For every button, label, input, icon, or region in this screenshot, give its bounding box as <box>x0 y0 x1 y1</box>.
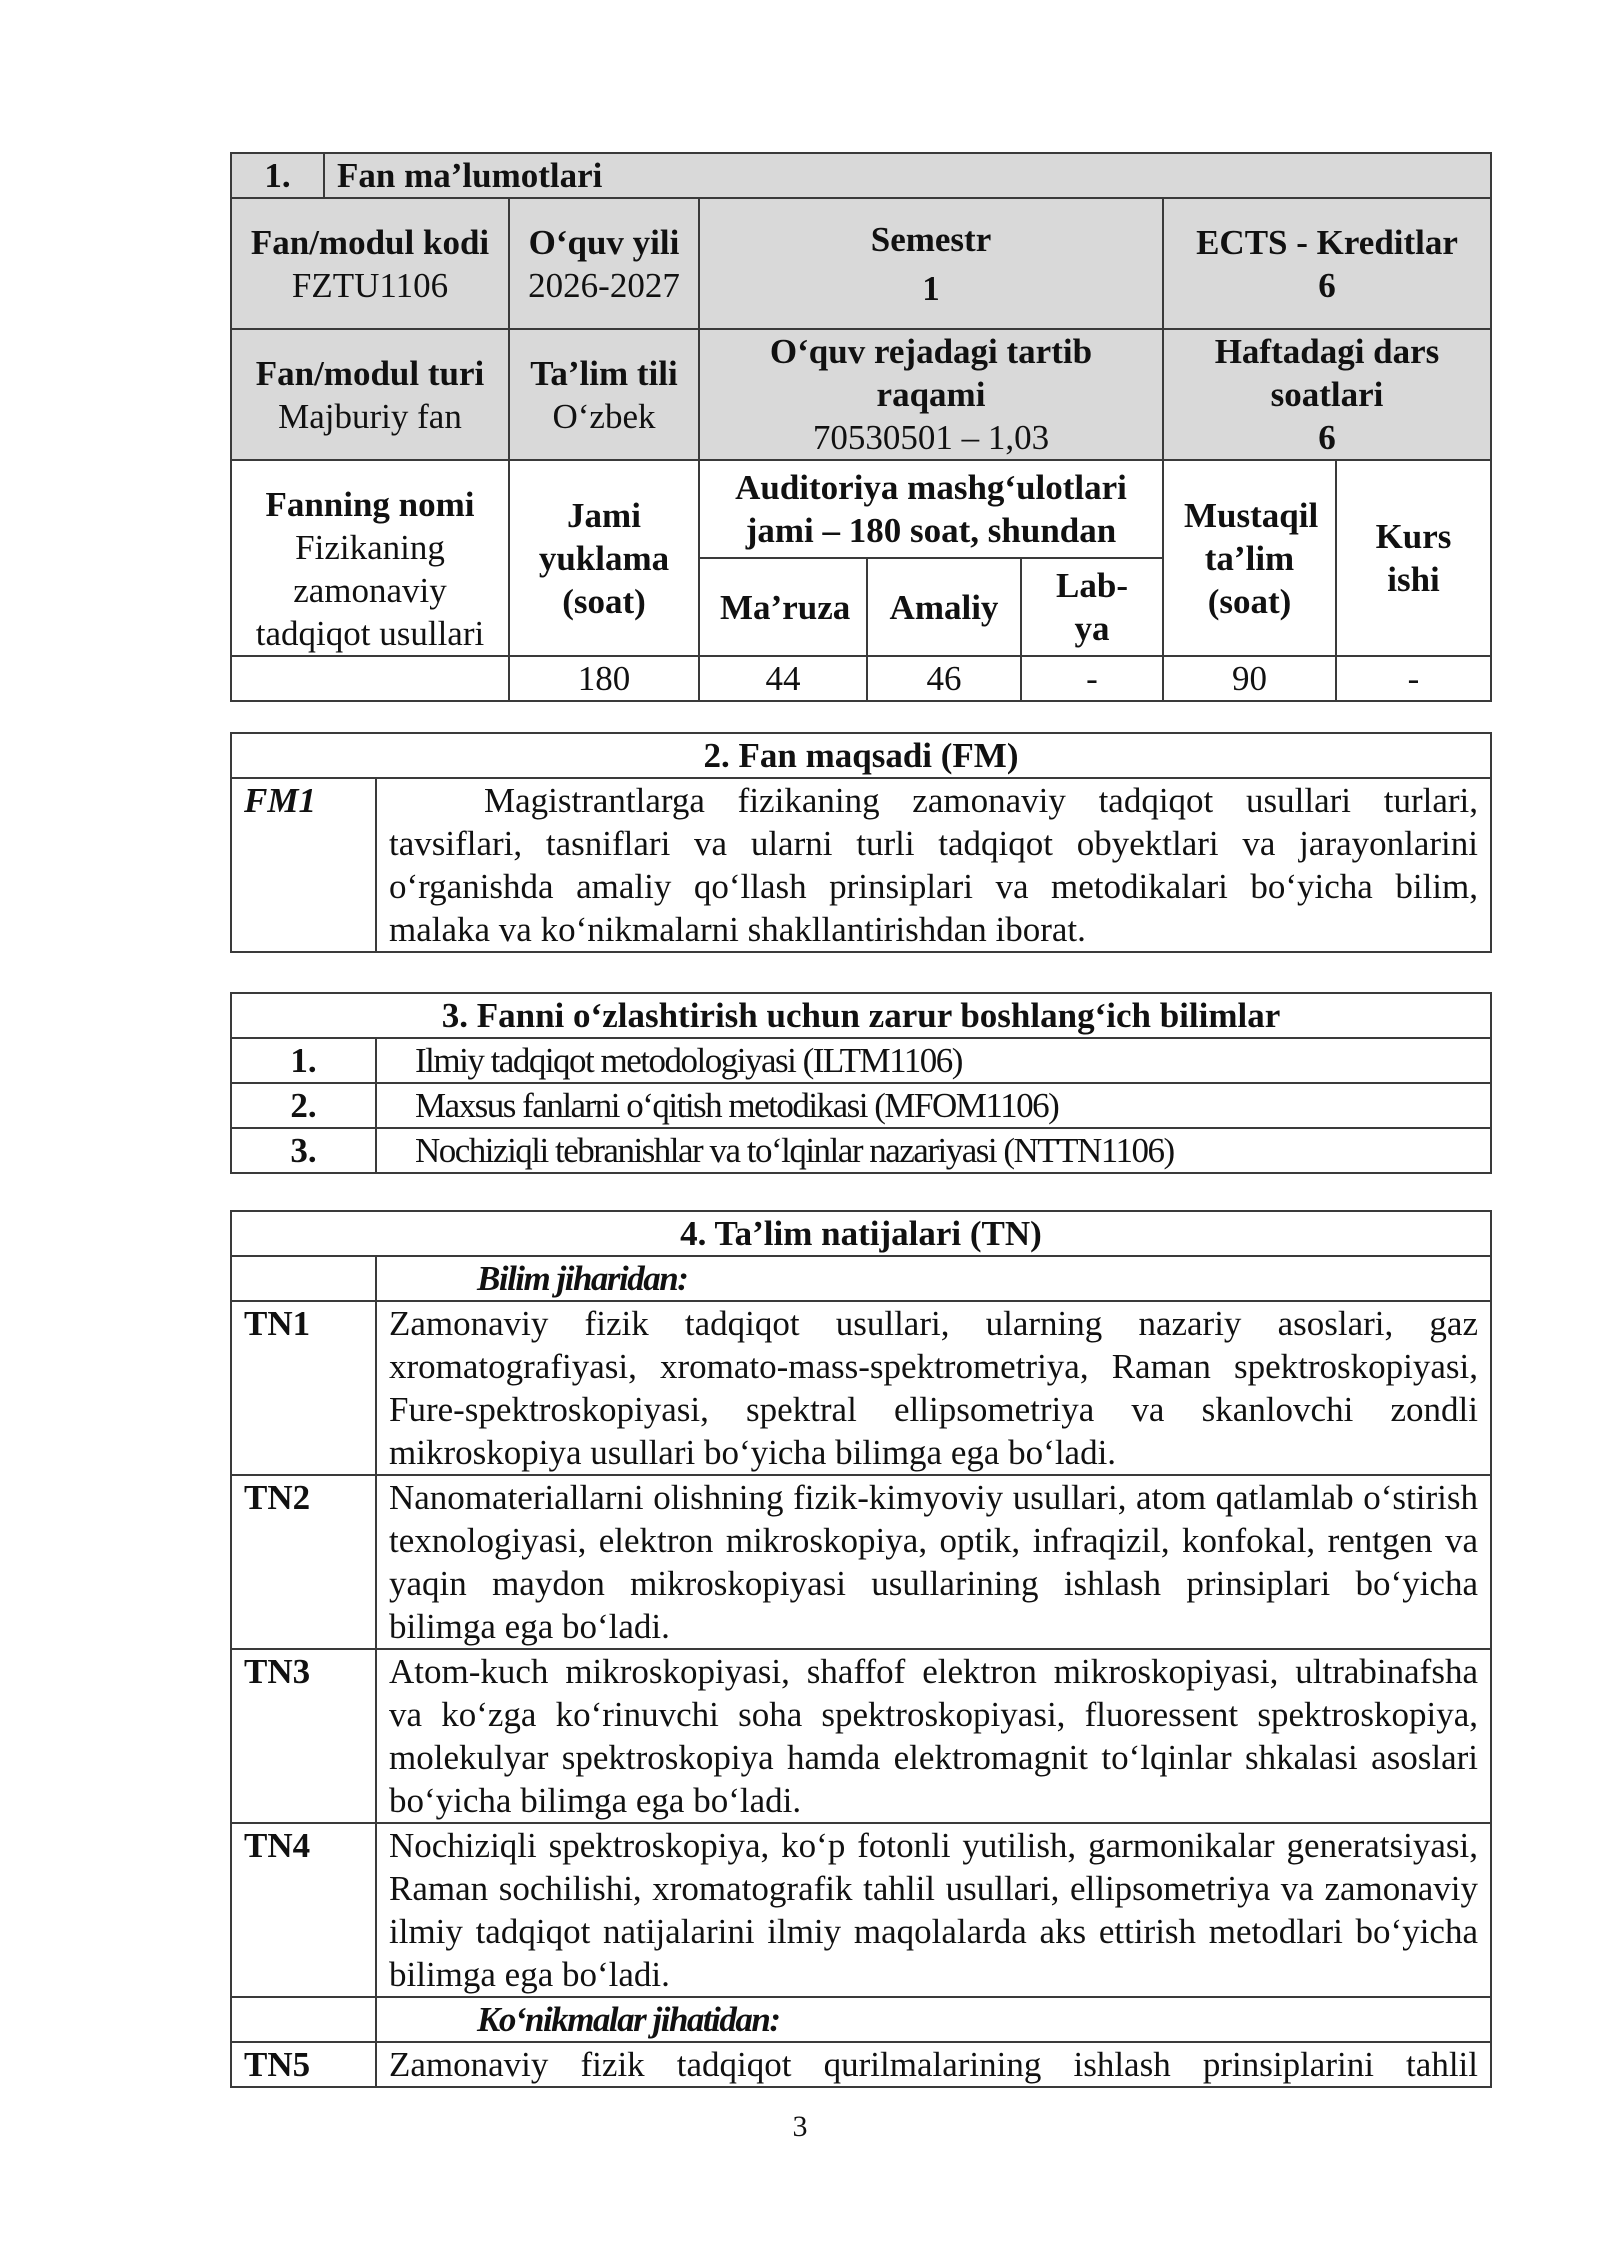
knowledge-subheading: Bilim jiharidan: <box>376 1256 1491 1301</box>
total-load-label: Jami yuklama (soat) <box>509 460 699 656</box>
module-code-label: Fan/modul kodi <box>250 222 490 262</box>
goal-text: Magistrantlarga fizikaning zamonaviy tadqiqot usullari turlari, tavsiflari, tasniflari va ularni turli tadqiqot obyektlari va jarayonlarini o‘rganishda amaliy qo‘llash prinsiplari va metodikalari bo‘yicha bilim, malaka va ko‘nikmalarni shakllantirishdan iborat. <box>376 778 1491 952</box>
lecture-value: 44 <box>699 656 867 701</box>
semester-value: 1 <box>922 268 940 308</box>
academic-year-label: O‘quv yili <box>528 222 680 262</box>
outcome-text: Nochiziqli spektroskopiya, ko‘p fotonli yutilish, garmonikalar generatsiyasi, Raman sochilishi, xromatografik tahlil usullari, ellipsometriya va zamonaviy ilmiy tadqiqot natijalarini ilmiy maqolalarda aks ettirish metodlari bo‘yicha bilimga ega bo‘ladi. <box>376 1823 1491 1997</box>
course-work-label: Kurs ishi <box>1336 460 1491 656</box>
language-value: O‘zbek <box>552 396 656 436</box>
prereq-text: Nochiziqli tebranishlar va to‘lqinlar nazariyasi (NTTN1106) <box>376 1128 1491 1173</box>
section3-title: 3. Fanni o‘zlashtirish uchun zarur boshlang‘ich bilimlar <box>231 993 1491 1038</box>
outcome-text: Zamonaviy fizik tadqiqot usullari, ularning nazariy asoslari, gaz xromatografiyasi, xromato-mass-spektrometriya, Raman spektroskopiyasi, Fure-spektroskopiyasi, spektral ellipsometriya va skanlovchi zondli mikroskopiya usullari bo‘yicha bilimga ega bo‘ladi. <box>376 1301 1491 1475</box>
independent-study-label: Mustaqil ta’lim (soat) <box>1163 460 1336 656</box>
semester-cell <box>699 198 1163 329</box>
module-type-label: Fan/modul turi <box>255 353 485 393</box>
prereq-number: 3. <box>231 1128 376 1173</box>
outcome-code: TN4 <box>231 1823 376 1997</box>
course-work-value: - <box>1336 656 1491 701</box>
language-label: Ta’lim tili <box>530 353 678 393</box>
prereq-text: Ilmiy tadqiqot metodologiyasi (ILTM1106) <box>376 1038 1491 1083</box>
weekly-hours-label: Haftadagi dars soatlari <box>1214 332 1440 414</box>
module-code-cell <box>231 198 509 329</box>
weekly-hours-cell <box>1163 329 1491 460</box>
outcome-code: TN5 <box>231 2042 376 2087</box>
outcome-code: TN3 <box>231 1649 376 1823</box>
course-goal-table <box>230 732 1492 953</box>
empty-cell <box>231 1256 376 1301</box>
course-name-value: Fizikaning zamonaviy tadqiqot usullari <box>255 528 485 653</box>
outcome-code: TN1 <box>231 1301 376 1475</box>
course-name-label: Fanning nomi <box>265 485 475 524</box>
section4-title: 4. Ta’lim natijalari (TN) <box>231 1211 1491 1256</box>
lecture-label: Ma’ruza <box>699 558 867 656</box>
plan-number-cell <box>699 329 1163 460</box>
lab-label: Lab-ya <box>1021 558 1163 656</box>
skills-subheading: Ko‘nikmalar jihatidan: <box>376 1997 1491 2042</box>
academic-year-cell <box>509 198 699 329</box>
course-name-filler <box>231 656 509 701</box>
practice-label: Amaliy <box>867 558 1021 656</box>
language-cell <box>509 329 699 460</box>
module-type-value: Majburiy fan <box>278 396 462 436</box>
independent-study-value: 90 <box>1163 656 1336 701</box>
lab-value: - <box>1021 656 1163 701</box>
course-name-cell <box>231 460 509 656</box>
outcome-text: Nanomateriallarni olishning fizik-kimyoviy usullari, atom qatlamlab o‘stirish texnologiyasi, elektron mikroskopiya, optik, infraqizil, konfokal, rentgen va yaqin maydon mikroskopiyasi usullarining ishlash prinsiplari bo‘yicha bilimga ega bo‘ladi. <box>376 1475 1491 1649</box>
learning-outcomes-table <box>230 1210 1492 2088</box>
page-number: 3 <box>792 2110 808 2143</box>
ects-value: 6 <box>1318 265 1336 305</box>
practice-value: 46 <box>867 656 1021 701</box>
module-code-value: FZTU1106 <box>291 265 449 305</box>
outcome-text: Atom-kuch mikroskopiyasi, shaffof elektron mikroskopiyasi, ultrabinafsha va ko‘zga ko‘rinuvchi soha spektroskopiyasi, fluoressent spektroskopiya, molekulyar spektroskopiya hamda elektromagnit to‘lqinlar shkalasi asoslari bo‘yicha bilimga ega bo‘ladi. <box>376 1649 1491 1823</box>
course-info-table <box>230 152 1492 702</box>
outcome-text: Zamonaviy fizik tadqiqot qurilmalarining ishlash prinsiplarini tahlil <box>376 2042 1491 2087</box>
empty-cell <box>231 1997 376 2042</box>
module-type-cell <box>231 329 509 460</box>
section1-number: 1. <box>231 153 324 198</box>
goal-code: FM1 <box>231 778 376 952</box>
section2-title: 2. Fan maqsadi (FM) <box>231 733 1491 778</box>
outcome-code: TN2 <box>231 1475 376 1649</box>
weekly-hours-value: 6 <box>1318 418 1336 457</box>
plan-number-label: O‘quv rejadagi tartib raqami <box>769 332 1093 414</box>
plan-number-value: 70530501 – 1,03 <box>812 418 1050 457</box>
ects-cell <box>1163 198 1491 329</box>
section1-title: Fan ma’lumotlari <box>324 153 1491 198</box>
semester-label: Semestr <box>870 219 992 259</box>
academic-year-value: 2026-2027 <box>528 265 680 305</box>
prereq-number: 2. <box>231 1083 376 1128</box>
prereq-text: Maxsus fanlarni o‘qitish metodikasi (MFOM1106) <box>376 1083 1491 1128</box>
auditorium-label: Auditoriya mashg‘ulotlari jami – 180 soat, shundan <box>699 460 1163 558</box>
total-load-value: 180 <box>509 656 699 701</box>
ects-label: ECTS - Kreditlar <box>1196 222 1458 262</box>
prerequisites-table <box>230 992 1492 1174</box>
prereq-number: 1. <box>231 1038 376 1083</box>
